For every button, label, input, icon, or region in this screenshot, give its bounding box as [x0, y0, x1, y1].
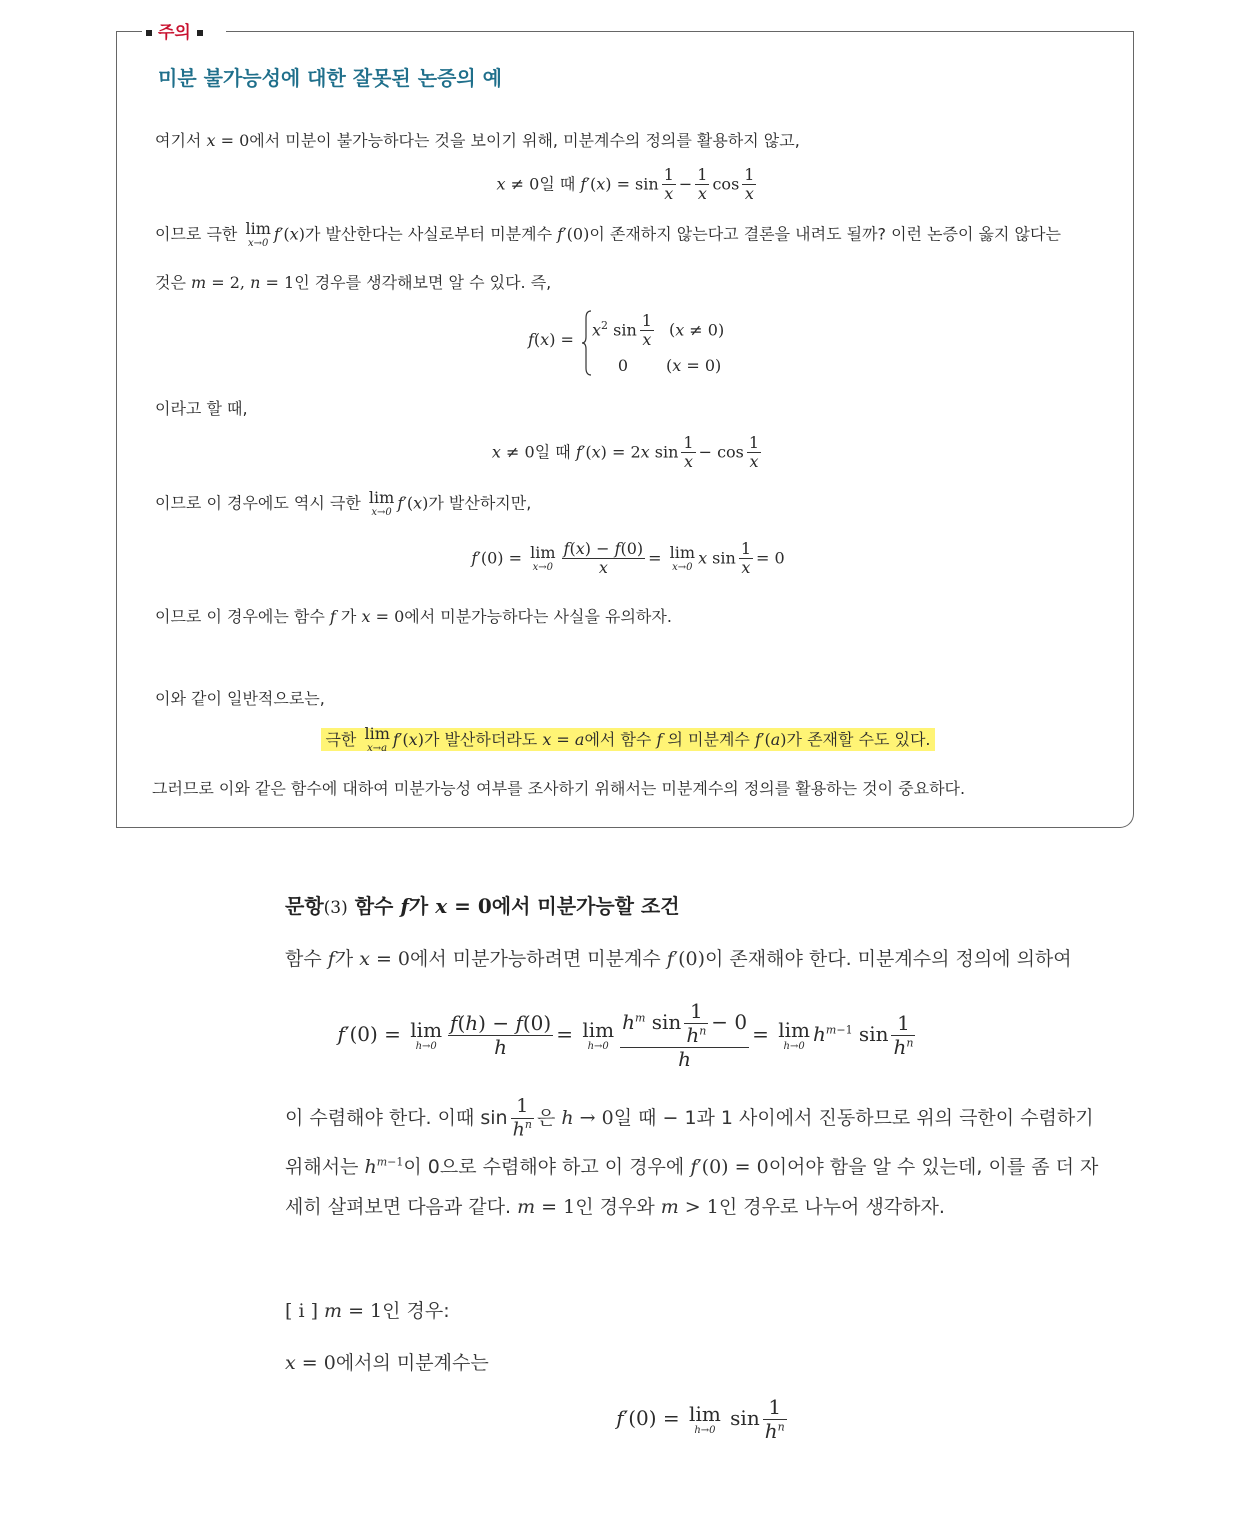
- square-bullet-icon: [197, 30, 203, 36]
- paragraph: 이므로 극한 lim x→0 f′(x)가 발산한다는 사실로부터 미분계수 f′(0)이 존재하지 않는다고 결론을 내려도 될까? 이런 논증이 옳지 않다는: [155, 219, 1061, 249]
- equation: f′(0) = lim x→0 $\frac{f(x) - f(0)}{x}$ = lim x→0 x sin $\frac{1}{x}$ = 0: [471, 539, 785, 578]
- caution-box-top-border: [226, 31, 1134, 32]
- paragraph: 이라고 할 때,: [155, 399, 248, 418]
- square-bullet-icon: [146, 30, 152, 36]
- paragraph: x = 0에서의 미분계수는: [285, 1352, 489, 1374]
- paragraph: 세히 살펴보면 다음과 같다. m = 1인 경우와 m > 1인 경우로 나누어 생각하자.: [285, 1196, 945, 1218]
- equation: f′(0) = lim h→0 $\frac{f(h) - f(0)}{h}$ = lim h→0 $h^m$ sin $\frac{1}{h^n}$ − 0 h = lim h→0 $h^{m-1}$ sin $\frac{1}{h^n}$: [337, 999, 914, 1071]
- equation: x ≠ 0일 때 f′(x) = sin $\frac{1}{x}$ − $\frac{1}{x}$ cos $\frac{1}{x}$: [496, 165, 755, 204]
- paragraph: 그러므로 이와 같은 함수에 대하여 미분가능성 여부를 조사하기 위해서는 미분계수의 정의를 활용하는 것이 중요하다.: [152, 779, 966, 798]
- case-heading: [ i ] m = 1인 경우:: [285, 1300, 450, 1322]
- paragraph: 여기서 x = 0에서 미분이 불가능하다는 것을 보이기 위해, 미분계수의 정의를 활용하지 않고,: [155, 131, 800, 150]
- caution-box-top-border: [116, 31, 142, 32]
- highlighted-statement: 극한 lim x→a f′(x)가 발산하더라도 x = a에서 함수 f 의 미분계수 f′(a)가 존재할 수도 있다.: [0, 726, 1256, 754]
- paragraph: 위해서는 $h^{m-1}$이 0으로 수렴해야 하고 이 경우에 f′(0) = 0이어야 함을 알 수 있는데, 이를 좀 더 자: [285, 1155, 1099, 1178]
- paragraph: 이 수렴해야 한다. 이때 sin $\frac{1}{h^n}$ 은 h → 0일 때 − 1과 1 사이에서 진동하므로 위의 극한이 수렴하기: [285, 1095, 1094, 1141]
- paragraph: 이와 같이 일반적으로는,: [155, 689, 325, 708]
- caution-badge: 주의: [140, 18, 209, 43]
- paragraph: 것은 m = 2, n = 1인 경우를 생각해보면 알 수 있다. 즉,: [155, 273, 552, 292]
- section-title: 문항(3) 함수 f가 x = 0에서 미분가능할 조건: [285, 894, 680, 918]
- left-brace-icon: [582, 310, 592, 376]
- paragraph: 함수 f가 x = 0에서 미분가능하려면 미분계수 f′(0)이 존재해야 한다. 미분계수의 정의에 의하여: [285, 948, 1072, 970]
- caution-title: 미분 불가능성에 대한 잘못된 논증의 예: [158, 66, 502, 90]
- equation: f′(0) = lim h→0 sin $\frac{1}{h^n}$: [616, 1395, 785, 1443]
- equation: x ≠ 0일 때 f′(x) = 2x sin $\frac{1}{x}$ − cos $\frac{1}{x}$: [491, 433, 760, 472]
- paragraph: 이므로 이 경우에는 함수 f 가 x = 0에서 미분가능하다는 사실을 유의하자.: [155, 607, 672, 626]
- paragraph: 이므로 이 경우에도 역시 극한 lim x→0 f′(x)가 발산하지만,: [155, 488, 532, 518]
